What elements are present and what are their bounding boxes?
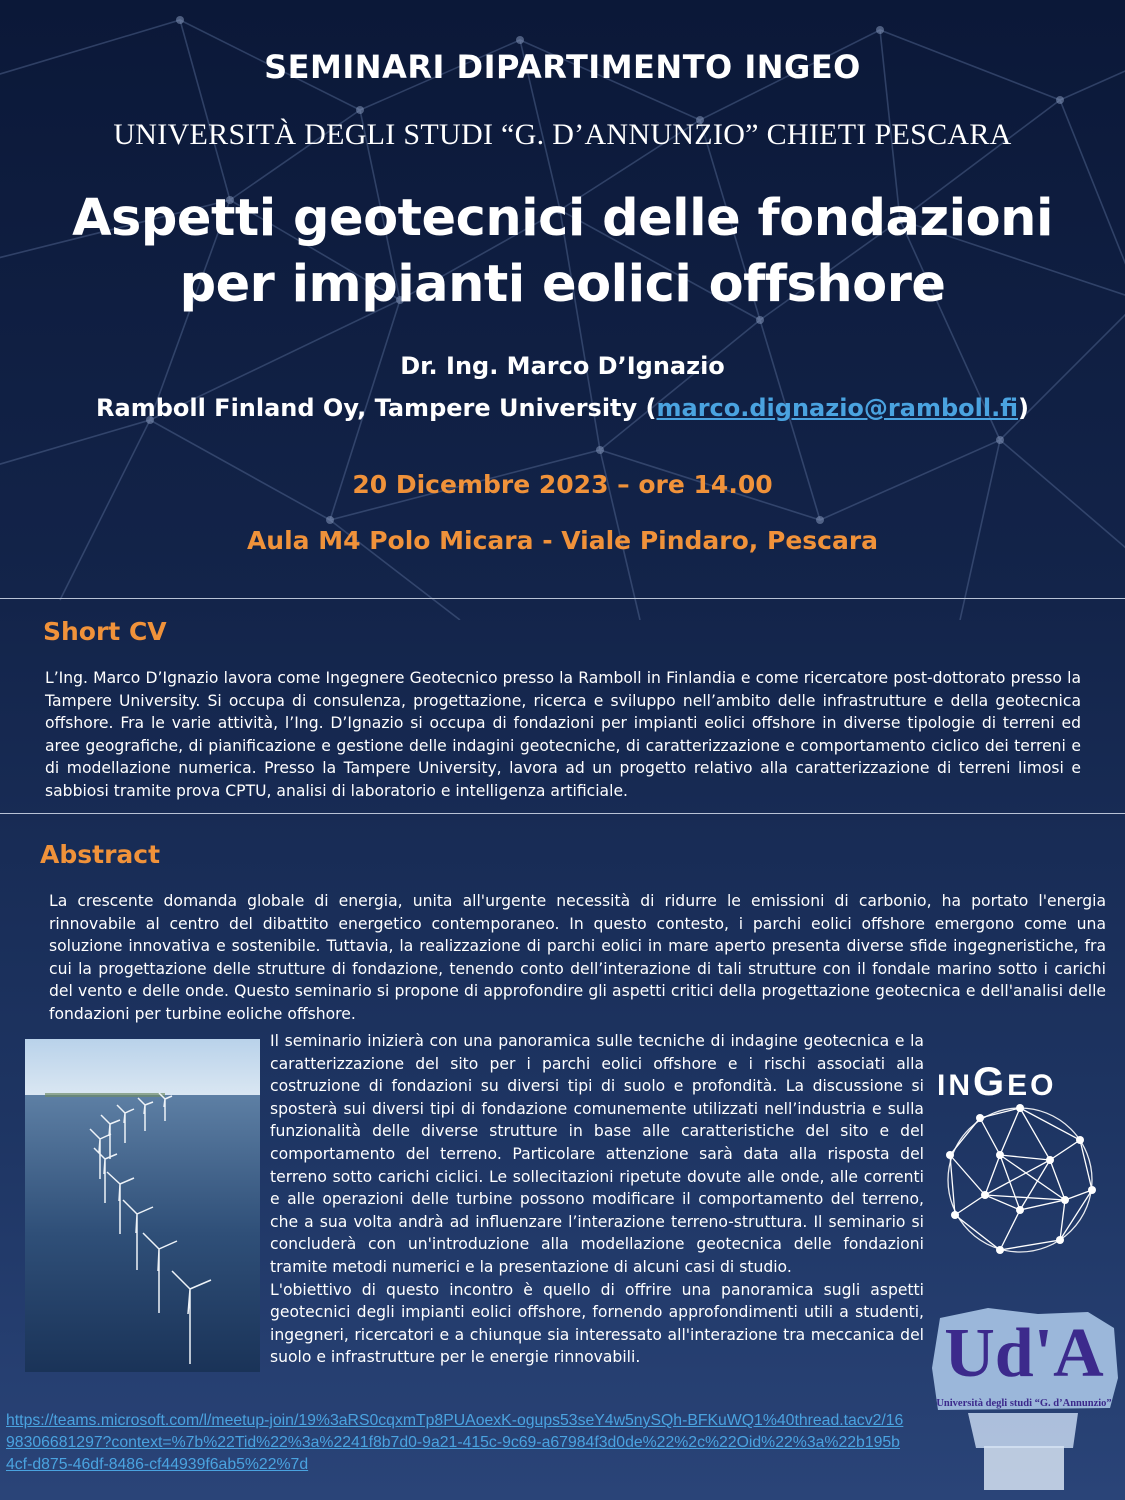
seminar-title — [0, 186, 1125, 318]
university-name: UNIVERSITÀ DEGLI STUDI “G. D’ANNUNZIO” CHIETI PESCARA — [113, 118, 1012, 151]
event-date: 20 Dicembre 2023 – ore 14.00 — [352, 470, 773, 499]
event-location: Aula M4 Polo Micara - Viale Pindaro, Pescara — [246, 526, 879, 555]
teams-meeting-link[interactable]: https://teams.microsoft.com/l/meetup-join/19%3aRS0cqxmTp8PUAoexK-ogups53seY4w5nySQh-BFKuWQ1%40thread.tacv2/1698306681297?context=%7b%22Tid%22%3a%2241f8b7d0-9a21-415c-9c69-a67984f3d0de%22%2c%22Oid%22%3a%22b195b4cf-d875-46df-8486-cf44939f6ab5%22%7d — [6, 1412, 904, 1473]
uda-logo-caption: Università degli studi “G. d’Annunzio” — [936, 1398, 1112, 1409]
ingeo-logo-text: INGEO — [937, 1060, 1057, 1104]
seminar-series: SEMINARI DIPARTIMENTO INGEO — [264, 48, 861, 86]
ingeo-network-logo — [940, 1100, 1100, 1260]
speaker-name: Dr. Ing. Marco D’Ignazio — [400, 352, 725, 380]
abstract-heading: Abstract — [40, 840, 161, 869]
cv-text: L’Ing. Marco D’Ignazio lavora come Ingegnere Geotecnico presso la Ramboll in Finlandia e come ricercatore post-dottorato presso la Tampere University. Si occupa di consulenza, progettazione, ricerca e sviluppo nell’ambito delle infrastrutture e della geotecnica offshore. Fra le varie attività, l’Ing. D’Ignazio si occupa di fondazioni per impianti eolici offshore in diverse tipologie di terreni ed aree geografiche, di pianificazione e gestione delle indagini geotecniche, di caratterizzazione e comportamento ciclico dei terreni e di modellazione numerica. Presso la Tampere University, lavora ad un progetto relativo alla caratterizzazione di terreni limosi e sabbiosi tramite prova CPTU, analisi di laboratorio e intelligenza artificiale. — [45, 669, 1081, 800]
title-line-1: Aspetti geotecnici delle fondazioni — [72, 189, 1053, 248]
offshore-wind-farm-photo — [25, 1039, 260, 1372]
uda-logo-text: Ud'A — [944, 1315, 1104, 1392]
cv-heading: Short CV — [43, 617, 167, 646]
abstract-intro: La crescente domanda globale di energia, unita all'urgente necessità di ridurre le emissioni di carbonio, ha portato l'energia rinnovabile al centro del dibattito energetico contemporaneo. In questo contesto, i parchi eolici offshore emergono come una soluzione innovativa e sostenibile. Tuttavia, la realizzazione di parchi eolici in mare aperto presenta diverse sfide ingegneristiche, fra cui la progettazione delle strutture di fondazione, tenendo conto dell’interazione di tali strutture con il fondale marino sotto i carichi del vento e delle onde. Questo seminario si propone di approfondire gli aspetti critici della progettazione geotecnica e dell'analisi delle fondazioni per turbine eoliche offshore. — [49, 892, 1106, 1023]
divider-middle — [0, 813, 1125, 814]
abstract-body-paragraph-1: Il seminario inizierà con una panoramica sulle tecniche di indagine geotecnica e la caratterizzazione del sito per i parchi eolici offshore e i rischi associati alla costruzione di fondazioni su diversi tipi di suolo e profondità. La discussione si sposterà sui diversi tipi di fondazione comunemente utilizzati nell’industria e sulla funzionalità delle diverse strutture in base alle caratteristiche del sito e del comportamento del terreno. Particolare attenzione sarà data alla risposta del terreno sotto carichi ciclici. Le sollecitazioni ripetute dovute alle onde, alle correnti e alle operazioni delle turbine possono modificare il comportamento del terreno, che a sua volta andrà ad influenzare l’interazione terreno-struttura. Il seminario si concluderà con un'introduzione alla modellazione geotecnica delle fondazioni tramite metodi numerici e la presentazione di alcuni casi di studio. — [270, 1032, 924, 1276]
affiliation-text: Ramboll Finland Oy, Tampere University ( — [96, 394, 657, 422]
abstract-body — [270, 1030, 924, 1369]
divider-top — [0, 598, 1125, 599]
uda-university-logo — [928, 1298, 1120, 1498]
abstract-body-paragraph-2: L'obiettivo di questo incontro è quello di offrire una panoramica sugli aspetti geotecnici degli impianti eolici offshore, fornendo approfondimenti utili a studenti, ingegneri, ricercatori e a chiunque sia interessato all'interazione tra meccanica del suolo e infrastrutture per le energie rinnovabili. — [270, 1280, 924, 1367]
title-line-2: per impianti eolici offshore — [179, 255, 946, 314]
speaker-email-link[interactable]: marco.dignazio@ramboll.fi — [656, 394, 1018, 422]
affiliation-close: ) — [1018, 394, 1029, 422]
speaker-affiliation — [0, 394, 1125, 422]
